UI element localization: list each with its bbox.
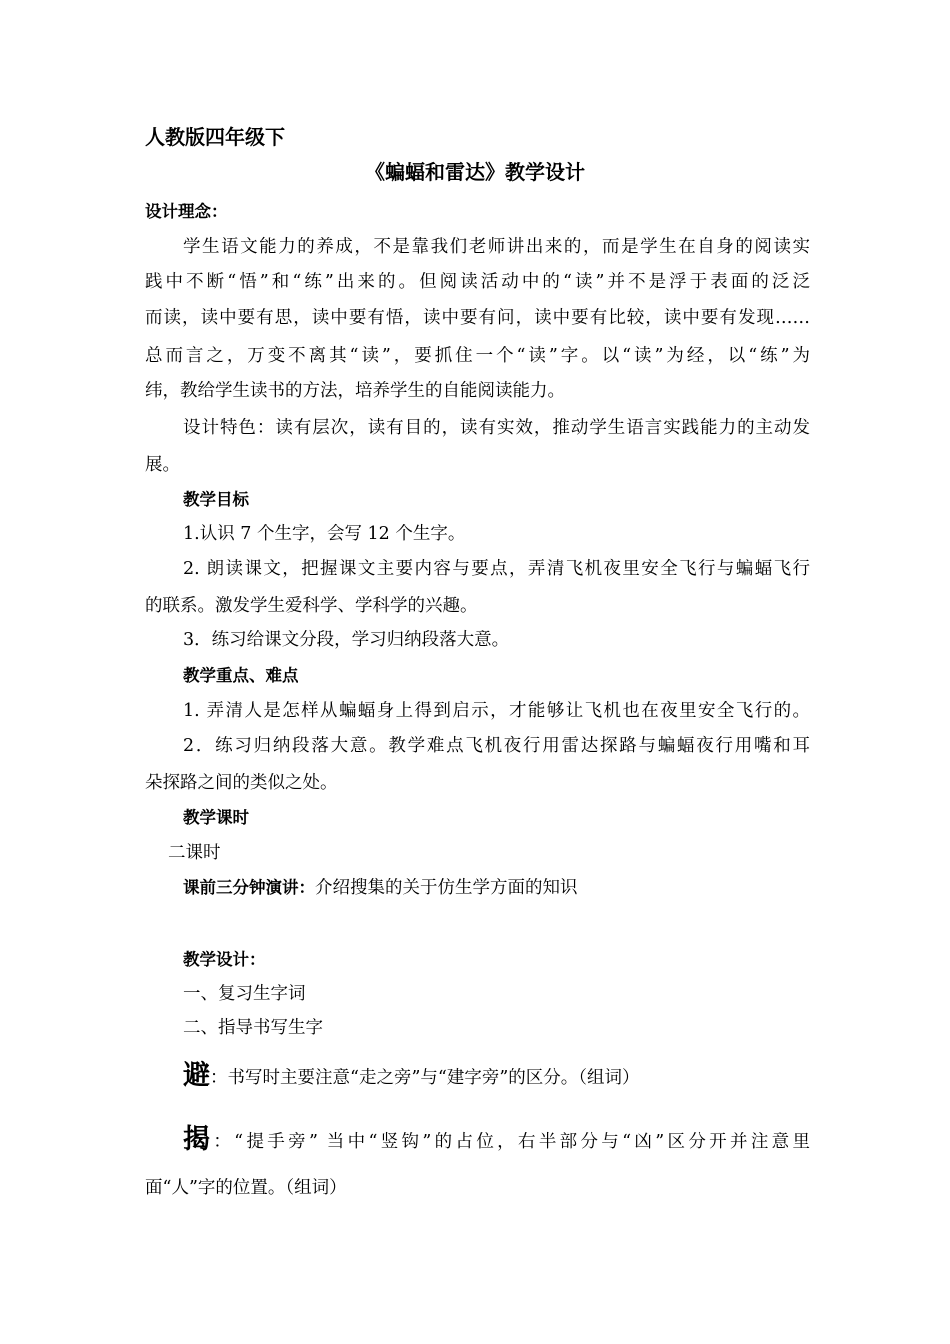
design-heading: 教学设计： (183, 950, 266, 969)
char-note-line (183, 1124, 811, 1155)
goals-heading: 教学目标 (183, 490, 249, 509)
concept-line: 纬，教给学生读书的方法，培养学生的自能阅读能力。 (145, 381, 565, 401)
feature-line: 设计特色：读有层次，读有目的，读有实效，推动学生语言实践能力的主动发 (183, 418, 810, 438)
char-note: ：“提手旁” 当中“竖钩”的占位，右半部分与“凶”区分开并注意里 (213, 1132, 811, 1152)
keypoint-item: 2．练习归纳段落大意。教学难点飞机夜行用雷达探路与蝙蝠夜行用嘴和耳 (183, 736, 810, 756)
char-note: ：书写时主要注意“走之旁”与“建字旁”的区分。（组词） (210, 1068, 640, 1088)
concept-line: 总而言之，万变不离其“读”，要抓住一个“读”字。以“读”为经，以“练”为 (145, 346, 810, 366)
speech-text: 介绍搜集的关于仿生学方面的知识 (315, 878, 578, 898)
speech-label: 课前三分钟演讲： (183, 878, 315, 897)
keypoint-item: 朵探路之间的类似之处。 (145, 773, 338, 793)
practice-char-jie: 揭 (183, 1124, 214, 1155)
concept-line: 而读，读中要有思，读中要有悟，读中要有问，读中要有比较，读中要有发现…… (145, 308, 810, 328)
goal-item: 1.认识 7 个生字，会写 12 个生字。 (183, 524, 466, 544)
char-note-line: 面“人”字的位置。（组词） (145, 1178, 347, 1198)
hours-value: 二课时 (168, 843, 221, 863)
hours-heading: 教学课时 (183, 808, 249, 827)
goal-item: 2. 朗读课文，把握课文主要内容与要点，弄清飞机夜里安全飞行与蝙蝠飞行 (183, 559, 810, 579)
grade-label: 人教版四年级下 (145, 125, 285, 149)
concept-line: 学生语文能力的养成，不是靠我们老师讲出来的，而是学生在自身的阅读实 (183, 237, 810, 257)
design-step: 二、指导书写生字 (183, 1018, 323, 1038)
goal-item: 3．练习给课文分段，学习归纳段落大意。 (183, 630, 510, 650)
page-title: 《蝙蝠和雷达》教学设计 (365, 160, 585, 184)
design-step: 一、复习生字词 (183, 984, 306, 1004)
speech-line (183, 876, 810, 900)
keypoints-heading: 教学重点、难点 (183, 666, 299, 685)
practice-char-bi: 避 (183, 1060, 210, 1091)
char-note-line (183, 1060, 810, 1091)
concept-line: 践中不断“悟”和“练”出来的。但阅读活动中的“读”并不是浮于表面的泛泛 (145, 272, 810, 292)
concept-heading: 设计理念： (145, 202, 228, 221)
feature-line: 展。 (145, 455, 180, 475)
keypoint-item: 1. 弄清人是怎样从蝙蝠身上得到启示，才能够让飞机也在夜里安全飞行的。 (183, 701, 810, 721)
goal-item: 的联系。激发学生爱科学、学科学的兴趣。 (145, 596, 478, 616)
